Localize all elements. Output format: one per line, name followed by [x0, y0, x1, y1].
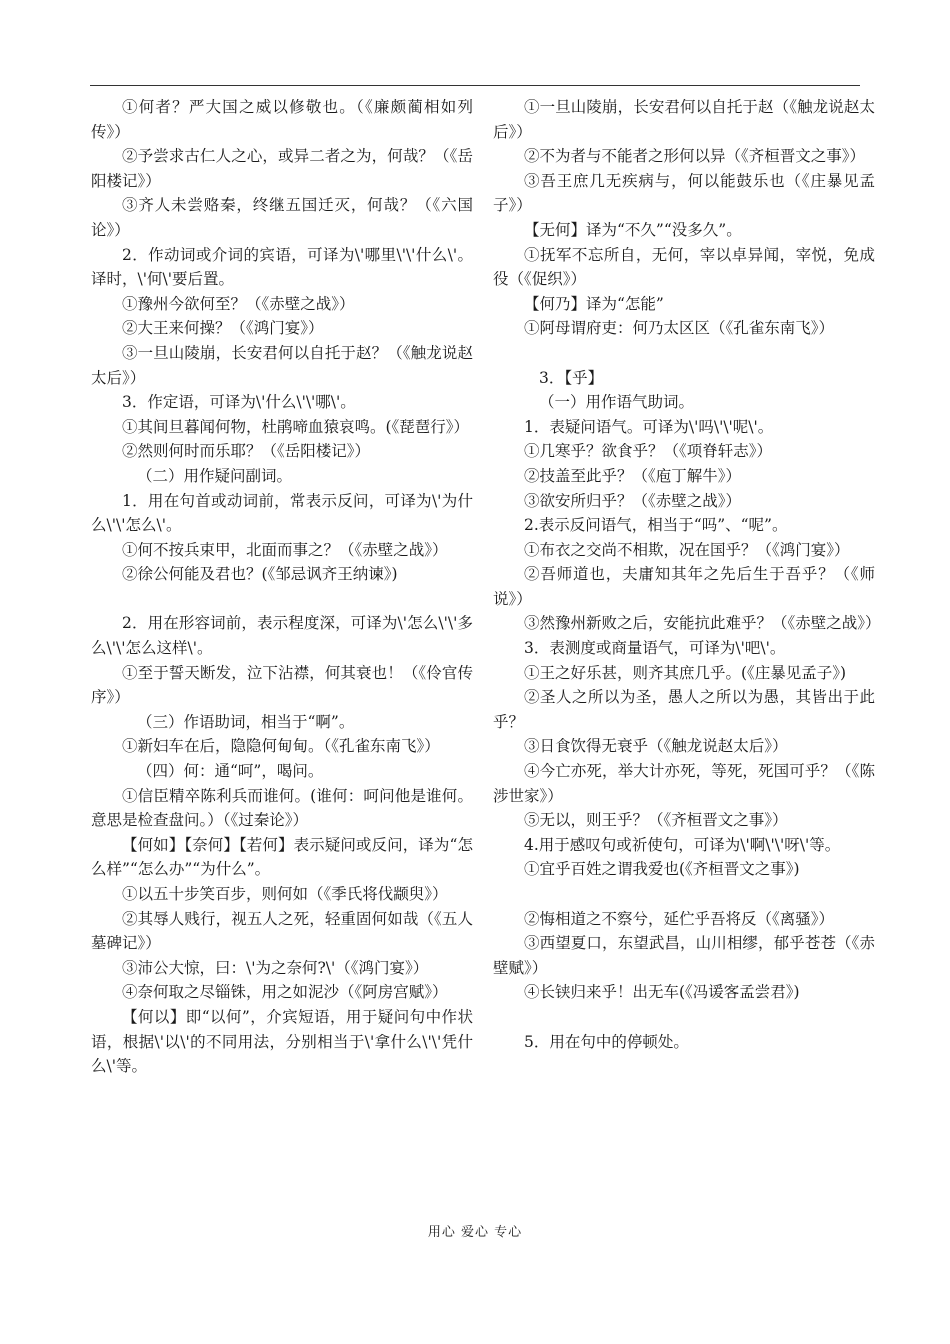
page-footer: 用心 爱心 专心: [427, 1225, 523, 1240]
text-line: ①宜乎百姓之谓我爱也(《齐桓晋文之事》): [524, 860, 800, 879]
text-line: ③齐人未尝赂秦，终继五国迁灭，何哉？（《六国论》）: [91, 196, 473, 239]
text-line: ②圣人之所以为圣，愚人之所以为愚，其皆出于此乎？: [493, 688, 875, 731]
text-line: ③欲安所归乎？（《赤壁之战》）: [524, 491, 742, 510]
text-line: 【何以】即“以何”，介宾短语，用于疑问句中作状语，根据\'以\'的不同用法，分别相当于\'拿什么\'\'凭什么\'等。: [91, 1007, 473, 1076]
text-line: ②然则何时而乐耶？（《岳阳楼记》）: [122, 442, 371, 461]
text-line: 3．【乎】: [539, 368, 604, 387]
text-line: 【何乃】译为“怎能”: [524, 294, 664, 313]
text-line: ②予尝求古仁人之心，或异二者之为，何哉？（《岳阳楼记》）: [91, 147, 473, 190]
blank-line: [91, 587, 473, 612]
text-line: ①王之好乐甚，则齐其庶几乎。(《庄暴见孟子》): [524, 663, 847, 682]
text-line: ③吾王庶几无疾病与，何以能鼓乐也（《庄暴见孟子》）: [493, 171, 875, 215]
text-line: ④今亡亦死，举大计亦死，等死，死国可乎？（《陈涉世家》）: [493, 762, 875, 805]
text-line: ②不为者与不能者之形何以异（《齐桓晋文之事》）: [524, 147, 866, 166]
text-line: ①以五十步笑百步，则何如（《季氏将伐颛臾》）: [122, 885, 448, 903]
text-line: ③沛公大惊，曰：\'为之奈何?\'（《鸿门宴》）: [122, 958, 429, 977]
text-line: ③日食饮得无衰乎（《触龙说赵太后》）: [524, 737, 788, 756]
left-column: [91, 95, 473, 1079]
text-line: ①布衣之交尚不相欺，况在国乎？（《鸿门宴》）: [524, 540, 850, 559]
text-line: ①何不按兵束甲，北面而事之？（《赤壁之战》）: [122, 540, 448, 559]
text-line: ①新妇车在后，隐隐何甸甸。（《孔雀东南飞》）: [122, 737, 440, 756]
text-line: （四）何：通“呵”，喝问。: [137, 762, 324, 781]
text-line: ③西望夏口，东望武昌，山川相缪，郁乎苍苍（《赤壁赋》）: [493, 934, 875, 977]
right-column: [493, 95, 881, 1054]
text-line: 1．用在句首或动词前，常表示反问，可译为\'为什么\'\'怎么\'。: [91, 491, 473, 535]
text-line: ③一旦山陵崩，长安君何以自托于赵？（《触龙说赵太后》）: [91, 343, 473, 387]
text-line: 【无何】译为“不久”“没多久”。: [524, 220, 742, 239]
text-line: ②悔相道之不察兮，延伫乎吾将反（《离骚》）: [524, 909, 835, 928]
text-line: ④奈何取之尽锱铢，用之如泥沙（《阿房宫赋》）: [122, 983, 448, 1002]
blank-line: [493, 341, 875, 366]
text-line: 4.用于感叹句或祈使句，可译为\'啊\'\'呀\'等。: [524, 835, 841, 854]
text-line: ①其间旦暮闻何物，杜鹃啼血猿哀鸣。(《琵琶行》）: [122, 417, 470, 436]
text-line: ①何者？严大国之威以修敬也。（《廉颇蔺相如列传》）: [91, 98, 473, 141]
text-line: （一）用作语气助词。: [539, 393, 695, 412]
text-line: 2.表示反问语气，相当于“吗”、“呢”。: [524, 516, 788, 535]
text-line: ①信臣精卒陈利兵而谁何。(谁何：呵问他是谁何。意思是检查盘问。）（《过秦论》）: [91, 786, 473, 830]
text-line: ③然豫州新败之后，安能抗此难乎？（《赤壁之战》）: [524, 614, 881, 633]
text-line: 2．用在形容词前，表示程度深，可译为\'怎么\'\'多么\'\'怎么这样\'。: [91, 614, 473, 658]
blank-line: [493, 882, 875, 907]
text-line: ①豫州今欲何至？（《赤壁之战》）: [122, 294, 355, 313]
text-line: 【何如】【奈何】【若何】表示疑问或反问，译为“怎么样”“怎么办”“为什么”。: [91, 835, 473, 879]
text-line: ①至于誓天断发，泣下沾襟，何其衰也！（《伶官传序》）: [91, 663, 473, 707]
text-line: ①抚军不忘所自，无何，宰以卓异闻，宰悦，免成役（《促织》）: [493, 245, 875, 289]
text-line: 5．用在句中的停顿处。: [524, 1032, 689, 1051]
text-line: ⑤无以，则王乎？（《齐桓晋文之事》）: [524, 811, 788, 830]
text-line: ②吾师道也，夫庸知其年之先后生于吾乎？（《师说》）: [493, 565, 875, 608]
text-line: ②技盖至此乎？（《庖丁解牛》）: [524, 466, 742, 485]
text-line: ④长铗归来乎！出无车(《冯谖客孟尝君》): [524, 983, 800, 1002]
text-line: （二）用作疑问副词。: [137, 466, 293, 485]
text-line: ①一旦山陵崩，长安君何以自托于赵（《触龙说赵太后》）: [493, 98, 875, 141]
text-line: ②徐公何能及君也？(《邹忌讽齐王纳谏》): [122, 565, 398, 584]
text-line: 2．作动词或介词的宾语，可译为\'哪里\'\'什么\'。译时，\'何\'要后置。: [91, 245, 473, 289]
text-line: 3．作定语，可译为\'什么\'\'哪\'。: [122, 393, 356, 412]
header-rule: [90, 85, 860, 86]
text-line: ②其辱人贱行，视五人之死，轻重固何如哉（《五人墓碑记》）: [91, 909, 473, 953]
text-line: 3．表测度或商量语气，可译为\'吧\'。: [524, 639, 786, 658]
text-line: ①几寒乎？欲食乎？（《项脊轩志》）: [524, 442, 773, 461]
text-line: （三）作语助词，相当于“啊”。: [137, 712, 355, 731]
blank-line: [493, 1005, 875, 1030]
text-line: 1．表疑问语气。可译为\'吗\'\'呢\'。: [524, 417, 774, 436]
text-line: ②大王来何操？（《鸿门宴》）: [122, 319, 324, 338]
text-line: ①阿母谓府吏：何乃太区区（《孔雀东南飞》）: [524, 319, 835, 338]
